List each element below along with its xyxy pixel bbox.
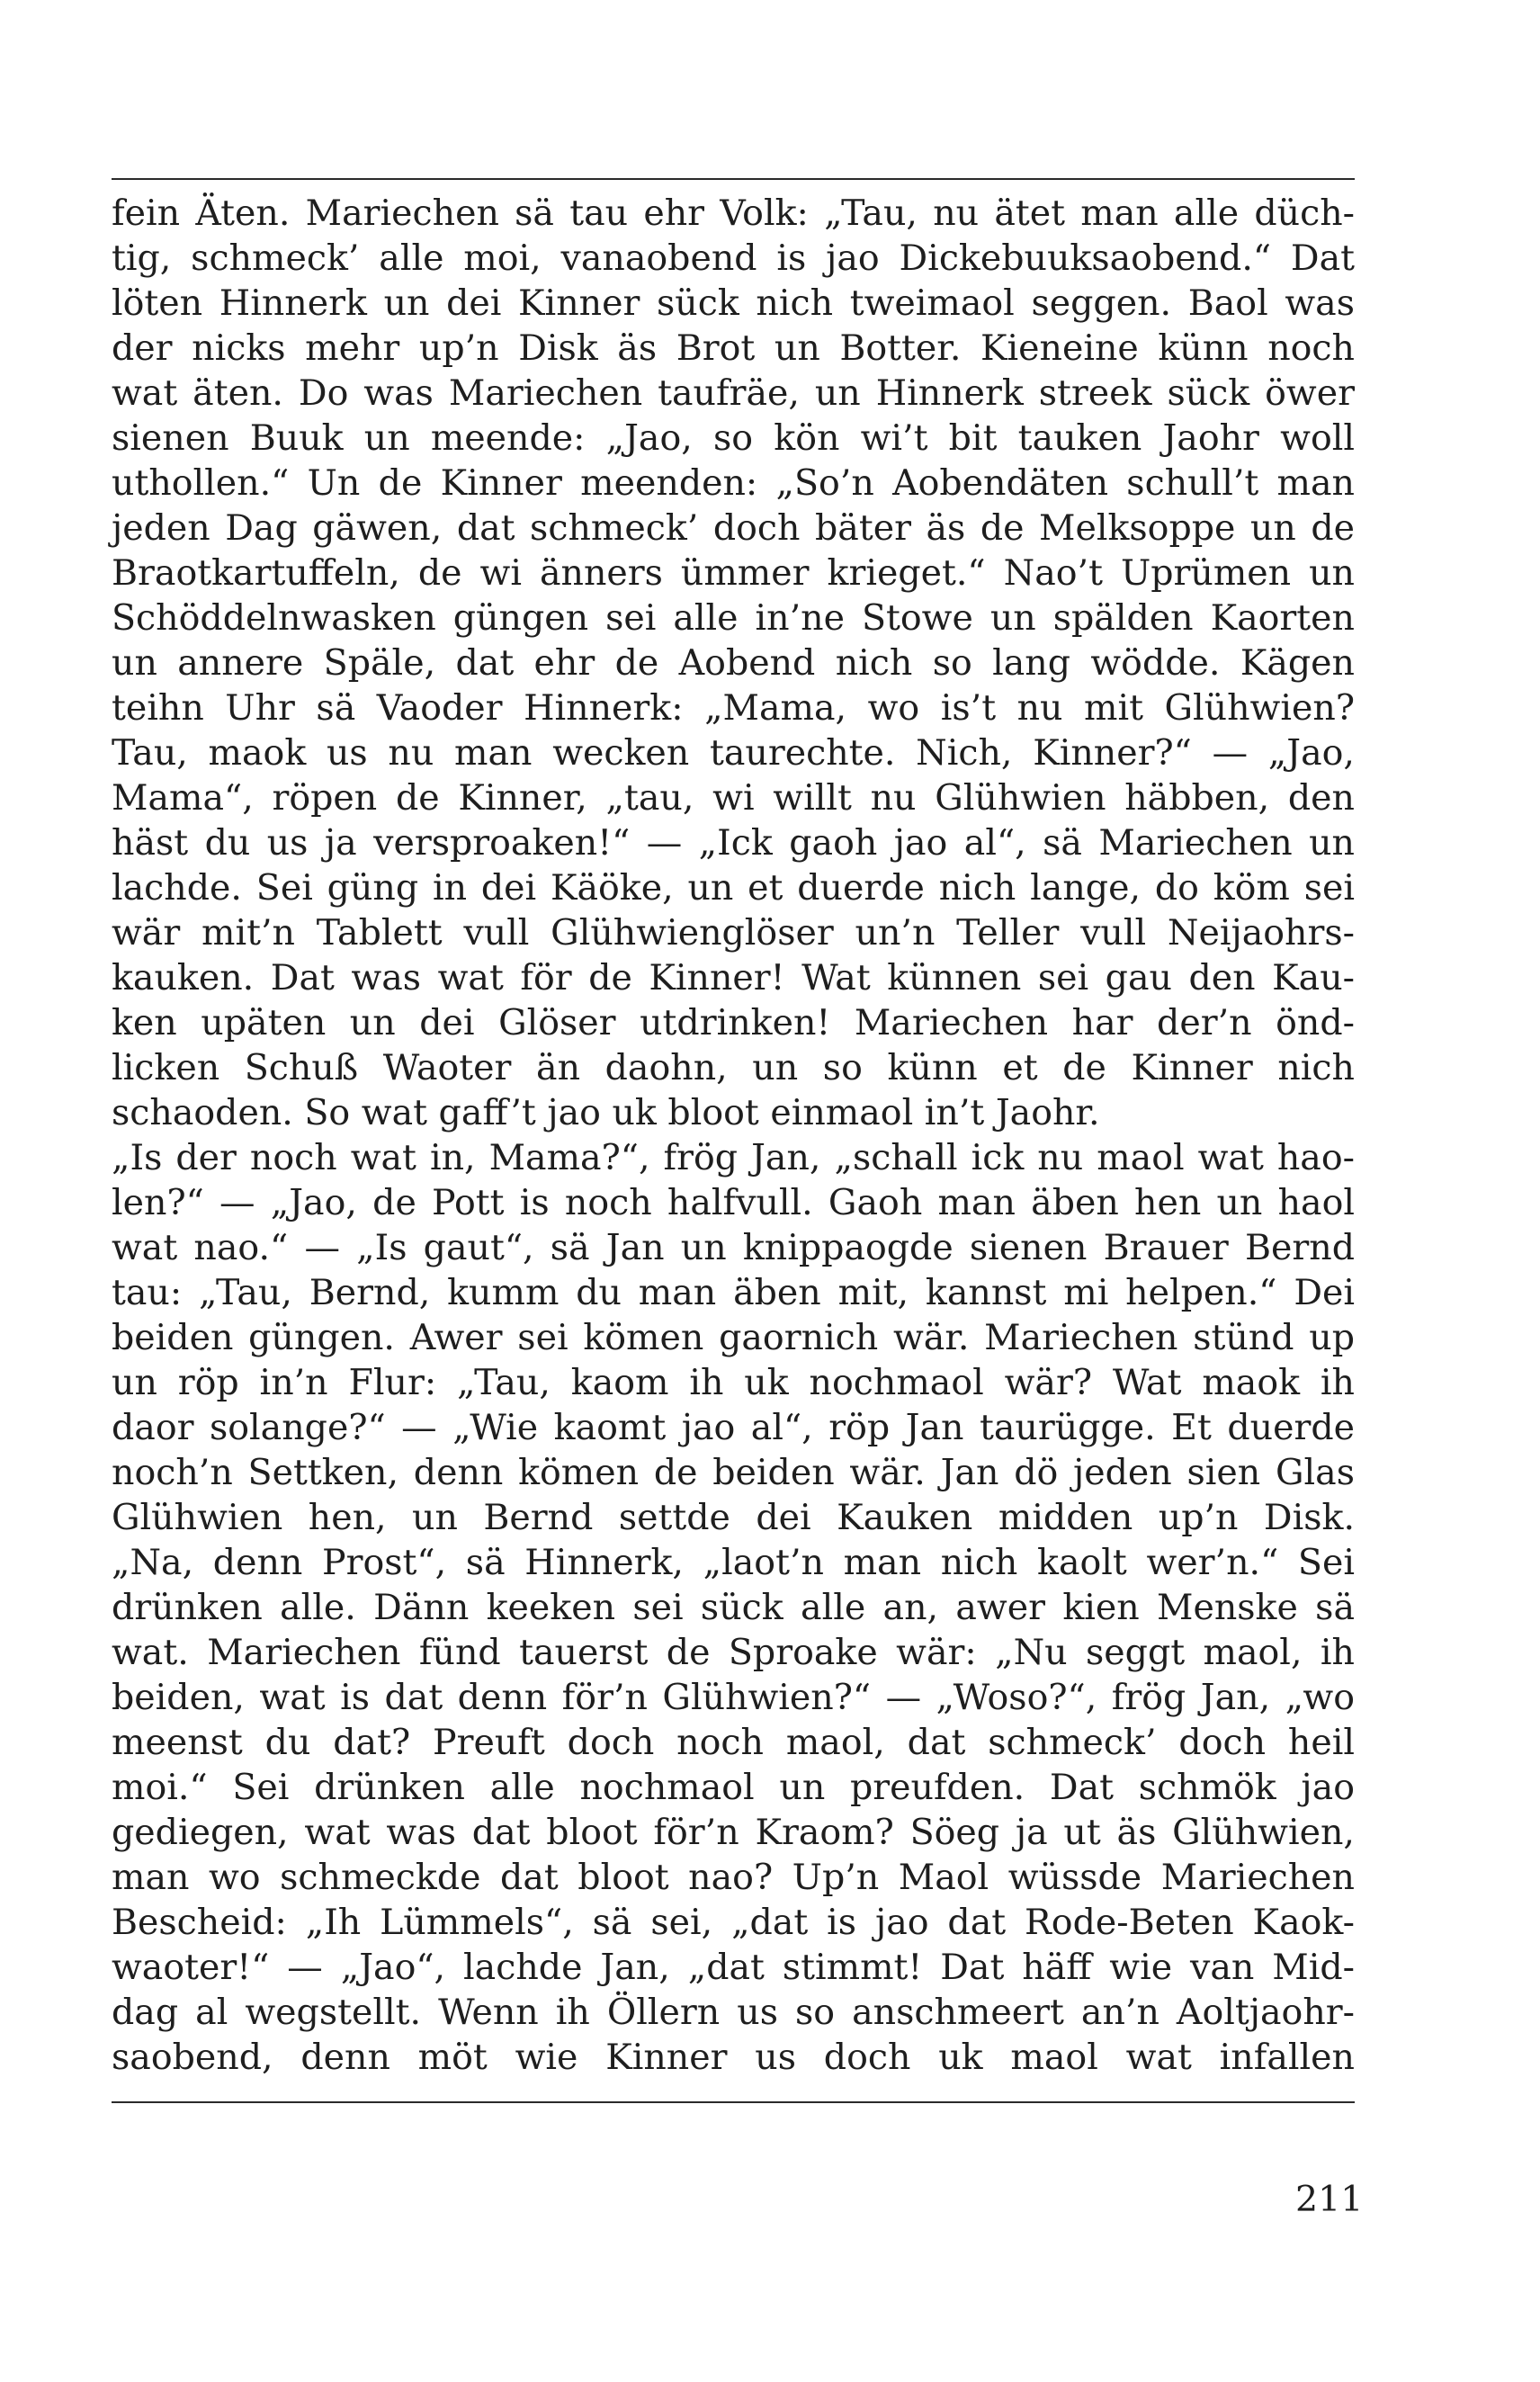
- body-text: [112, 191, 1355, 2080]
- text-line: uthollen.“ Un de Kinner meenden: „So’n Aobendäten schull’t man: [112, 462, 1355, 504]
- text-line: waoter!“ — „Jao“, lachde Jan, „dat stimmt! Dat häff wie van Mid-: [112, 1947, 1355, 1988]
- text-line: Mama“, röpen de Kinner, „tau, wi willt nu Glühwien häbben, den: [112, 777, 1355, 819]
- text-line: teihn Uhr sä Vaoder Hinnerk: „Mama, wo is’t nu mit Glühwien?: [112, 687, 1355, 729]
- text-line: licken Schuß Waoter än daohn, un so künn et de Kinner nich: [112, 1047, 1355, 1088]
- text-line: kauken. Dat was wat för de Kinner! Wat künnen sei gau den Kau-: [112, 957, 1355, 998]
- text-line: beiden güngen. Awer sei kömen gaornich wär. Mariechen stünd up: [112, 1317, 1355, 1358]
- text-line: wär mit’n Tablett vull Glühwienglöser un’n Teller vull Neijaohrs-: [112, 912, 1355, 954]
- text-line: fein Äten. Mariechen sä tau ehr Volk: „Tau, nu ätet man alle düch-: [112, 193, 1355, 234]
- text-line: löten Hinnerk un dei Kinner sück nich tweimaol seggen. Baol was: [112, 282, 1355, 324]
- text-line: gediegen, wat was dat bloot för’n Kraom? Söeg ja ut äs Glühwien,: [112, 1812, 1355, 1853]
- text-line: jeden Dag gäwen, dat schmeck’ doch bäter äs de Melksoppe un de: [112, 507, 1355, 549]
- text-line: beiden, wat is dat denn för’n Glühwien?“ — „Woso?“, frög Jan, „wo: [112, 1677, 1355, 1718]
- text-line: wat. Mariechen fünd tauerst de Sproake wär: „Nu seggt maol, ih: [112, 1632, 1355, 1673]
- text-line: Braotkartuffeln, de wi änners ümmer krieget.“ Nao’t Uprümen un: [112, 552, 1355, 594]
- text-line: moi.“ Sei drünken alle nochmaol un preufden. Dat schmök jao: [112, 1767, 1355, 1808]
- text-line: der nicks mehr up’n Disk äs Brot un Botter. Kieneine künn noch: [112, 327, 1355, 369]
- text-line: dag al wegstellt. Wenn ih Öllern us so anschmeert an’n Aoltjaohr-: [112, 1992, 1355, 2033]
- text-line: Schöddelnwasken güngen sei alle in’ne Stowe un spälden Kaorten: [112, 597, 1355, 639]
- text-line: „Is der noch wat in, Mama?“, frög Jan, „schall ick nu maol wat hao-: [112, 1137, 1355, 1178]
- text-line: ken upäten un dei Glöser utdrinken! Mariechen har der’n önd-: [112, 1002, 1355, 1043]
- text-line: un annere Späle, dat ehr de Aobend nich so lang wödde. Kägen: [112, 642, 1355, 684]
- text-line: tig, schmeck’ alle moi, vanaobend is jao Dickebuuksaobend.“ Dat: [112, 237, 1355, 279]
- text-line: lachde. Sei güng in dei Käöke, un et duerde nich lange, do köm sei: [112, 867, 1355, 909]
- text-line: „Na, denn Prost“, sä Hinnerk, „laot’n man nich kaolt wer’n.“ Sei: [112, 1542, 1355, 1583]
- bottom-rule: [112, 2101, 1355, 2103]
- text-line: drünken alle. Dänn keeken sei sück alle an, awer kien Menske sä: [112, 1587, 1355, 1628]
- text-line: len?“ — „Jao, de Pott is noch halfvull. Gaoh man äben hen un haol: [112, 1182, 1355, 1223]
- text-line: un röp in’n Flur: „Tau, kaom ih uk nochmaol wär? Wat maok ih: [112, 1362, 1355, 1403]
- text-line: Bescheid: „Ih Lümmels“, sä sei, „dat is jao dat Rode-Beten Kaok-: [112, 1902, 1355, 1943]
- text-line: schaoden. So wat gaff’t jao uk bloot einmaol in’t Jaohr.: [112, 1092, 1100, 1133]
- text-line: wat äten. Do was Mariechen taufräe, un Hinnerk streek sück öwer: [112, 372, 1355, 414]
- text-line: tau: „Tau, Bernd, kumm du man äben mit, kannst mi helpen.“ Dei: [112, 1272, 1355, 1313]
- top-rule: [112, 178, 1355, 180]
- text-line: noch’n Settken, denn kömen de beiden wär. Jan dö jeden sien Glas: [112, 1452, 1355, 1493]
- text-line: Glühwien hen, un Bernd settde dei Kauken midden up’n Disk.: [112, 1497, 1355, 1538]
- text-line: häst du us ja versproaken!“ — „Ick gaoh jao al“, sä Mariechen un: [112, 822, 1355, 864]
- text-line: sienen Buuk un meende: „Jao, so kön wi’t bit tauken Jaohr woll: [112, 417, 1355, 459]
- text-line: saobend, denn möt wie Kinner us doch uk maol wat infallen: [112, 2037, 1355, 2078]
- text-line: meenst du dat? Preuft doch noch maol, dat schmeck’ doch heil: [112, 1722, 1355, 1763]
- text-line: wat nao.“ — „Is gaut“, sä Jan un knippaogde sienen Brauer Bernd: [112, 1227, 1355, 1268]
- page-number: 211: [1295, 2179, 1364, 2220]
- text-line: Tau, maok us nu man wecken taurechte. Nich, Kinner?“ — „Jao,: [112, 732, 1355, 774]
- text-line: man wo schmeckde dat bloot nao? Up’n Maol wüssde Mariechen: [112, 1857, 1355, 1898]
- text-line: daor solange?“ — „Wie kaomt jao al“, röp Jan taurügge. Et duerde: [112, 1407, 1355, 1448]
